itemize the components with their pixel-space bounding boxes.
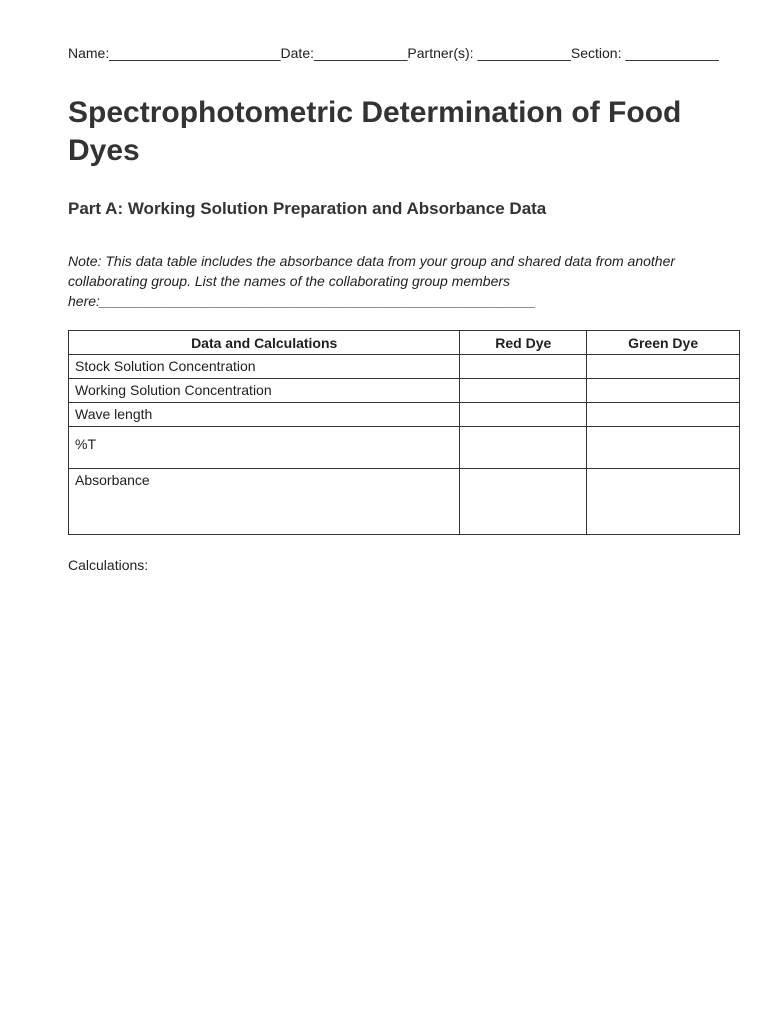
cell-red-percent-t xyxy=(460,427,587,469)
cell-green-working-concentration xyxy=(587,379,740,403)
table-row xyxy=(69,403,740,427)
row-label-percent-t: %T xyxy=(69,427,460,469)
table-header-row xyxy=(69,331,740,355)
data-table xyxy=(68,330,740,535)
note-line-2: collaborating group. List the names of the collaborating group members xyxy=(68,273,511,289)
cell-red-stock-concentration xyxy=(460,355,587,379)
cell-green-absorbance xyxy=(587,469,740,535)
collaboration-note xyxy=(68,251,708,311)
header-data-and-calculations: Data and Calculations xyxy=(69,331,460,355)
header-red-dye: Red Dye xyxy=(460,331,587,355)
cell-red-wave-length xyxy=(460,403,587,427)
note-line-1: Note: This data table includes the absorbance data from your group and shared data from another xyxy=(68,253,676,269)
calculations-label: Calculations: xyxy=(68,557,149,573)
header-fields-line: Name:______________________Date:____________Partner(s): ____________Section: ____________ xyxy=(68,45,719,61)
part-a-heading: Part A: Working Solution Preparation and Absorbance Data xyxy=(68,199,547,218)
row-label-working-solution-concentration: Working Solution Concentration xyxy=(69,379,460,403)
table-row xyxy=(69,379,740,403)
cell-red-working-concentration xyxy=(460,379,587,403)
cell-green-wave-length xyxy=(587,403,740,427)
row-label-stock-solution-concentration: Stock Solution Concentration xyxy=(69,355,460,379)
cell-green-stock-concentration xyxy=(587,355,740,379)
cell-red-absorbance xyxy=(460,469,587,535)
row-label-absorbance: Absorbance xyxy=(69,469,460,535)
header-green-dye: Green Dye xyxy=(587,331,740,355)
cell-green-percent-t xyxy=(587,427,740,469)
note-line-3: here:________________________________________________________ xyxy=(68,293,536,309)
table-row xyxy=(69,427,740,469)
row-label-wave-length: Wave length xyxy=(69,403,460,427)
table-row xyxy=(69,469,740,535)
table-row xyxy=(69,355,740,379)
document-title: Spectrophotometric Determination of Food Dyes xyxy=(68,96,682,167)
